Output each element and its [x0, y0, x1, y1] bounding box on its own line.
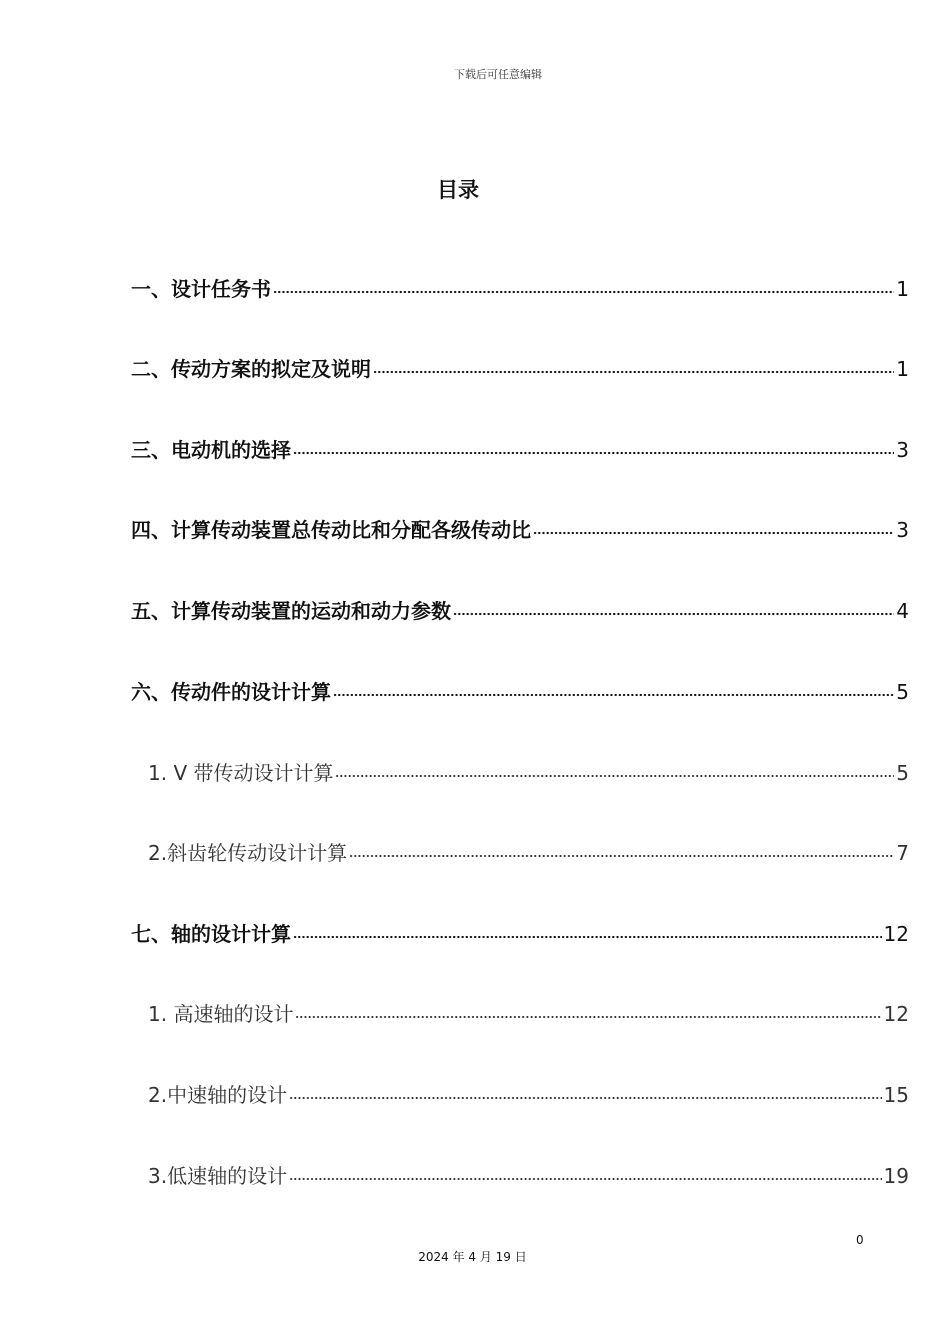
- dot-leader: [289, 1177, 881, 1181]
- page-number: 0: [856, 1233, 864, 1247]
- toc-entry-6-2[interactable]: [148, 837, 909, 866]
- toc-entry-6-1[interactable]: [148, 757, 909, 786]
- toc-entry-page: 1: [896, 277, 909, 301]
- footer-date: 2024 年 4 月 19 日: [418, 1250, 527, 1264]
- dot-leader: [333, 693, 894, 697]
- dot-leader: [373, 370, 894, 374]
- toc-entry-page: 12: [883, 922, 909, 946]
- toc-entry-page: 4: [896, 599, 909, 623]
- toc-entry-page: 5: [896, 761, 909, 785]
- toc-entry-label: 三、电动机的选择: [131, 438, 291, 462]
- toc-entry-7-3[interactable]: [148, 1160, 909, 1189]
- dot-leader: [273, 290, 894, 294]
- header-note: 下载后可任意编辑: [454, 68, 542, 81]
- toc-entry-page: 5: [896, 680, 909, 704]
- dot-leader: [293, 451, 894, 455]
- toc-entry-7-1[interactable]: [148, 998, 909, 1027]
- toc-entry-7-2[interactable]: [148, 1079, 909, 1108]
- toc-entry-page: 3: [896, 438, 909, 462]
- toc-entry-label: 1. 高速轴的设计: [148, 1002, 294, 1026]
- toc-entry-label: 2.中速轴的设计: [148, 1083, 288, 1107]
- toc-entry-label: 1. V 带传动设计计算: [148, 761, 334, 785]
- toc-entry-page: 12: [883, 1002, 909, 1026]
- toc-entry-page: 7: [896, 841, 909, 865]
- toc-entry-4[interactable]: [131, 514, 909, 543]
- toc-entry-label: 2.斜齿轮传动设计计算: [148, 841, 348, 865]
- dot-leader: [533, 531, 894, 535]
- dot-leader: [335, 774, 894, 778]
- dot-leader: [453, 612, 894, 616]
- toc-entry-page: 3: [896, 518, 909, 542]
- toc-entry-label: 六、传动件的设计计算: [131, 680, 331, 704]
- toc-entry-label: 二、传动方案的拟定及说明: [131, 357, 371, 381]
- toc-title: 目录: [437, 178, 479, 202]
- dot-leader: [295, 1015, 881, 1019]
- toc-entry-6[interactable]: [131, 676, 909, 705]
- toc-entry-2[interactable]: [131, 353, 909, 382]
- dot-leader: [289, 1096, 881, 1100]
- toc-entry-label: 五、计算传动装置的运动和动力参数: [131, 599, 451, 623]
- toc-entry-label: 3.低速轴的设计: [148, 1164, 288, 1188]
- toc-entry-5[interactable]: [131, 595, 909, 624]
- toc-entry-page: 19: [883, 1164, 909, 1188]
- toc-entry-3[interactable]: [131, 434, 909, 463]
- toc-entry-page: 1: [896, 357, 909, 381]
- toc-entry-page: 15: [883, 1083, 909, 1107]
- dot-leader: [349, 854, 894, 858]
- toc-entry-1[interactable]: [131, 273, 909, 302]
- toc-entry-label: 一、设计任务书: [131, 277, 271, 301]
- toc-entry-7[interactable]: [131, 918, 909, 947]
- toc-entry-label: 四、计算传动装置总传动比和分配各级传动比: [131, 518, 531, 542]
- dot-leader: [293, 935, 882, 939]
- toc-entry-label: 七、轴的设计计算: [131, 922, 291, 946]
